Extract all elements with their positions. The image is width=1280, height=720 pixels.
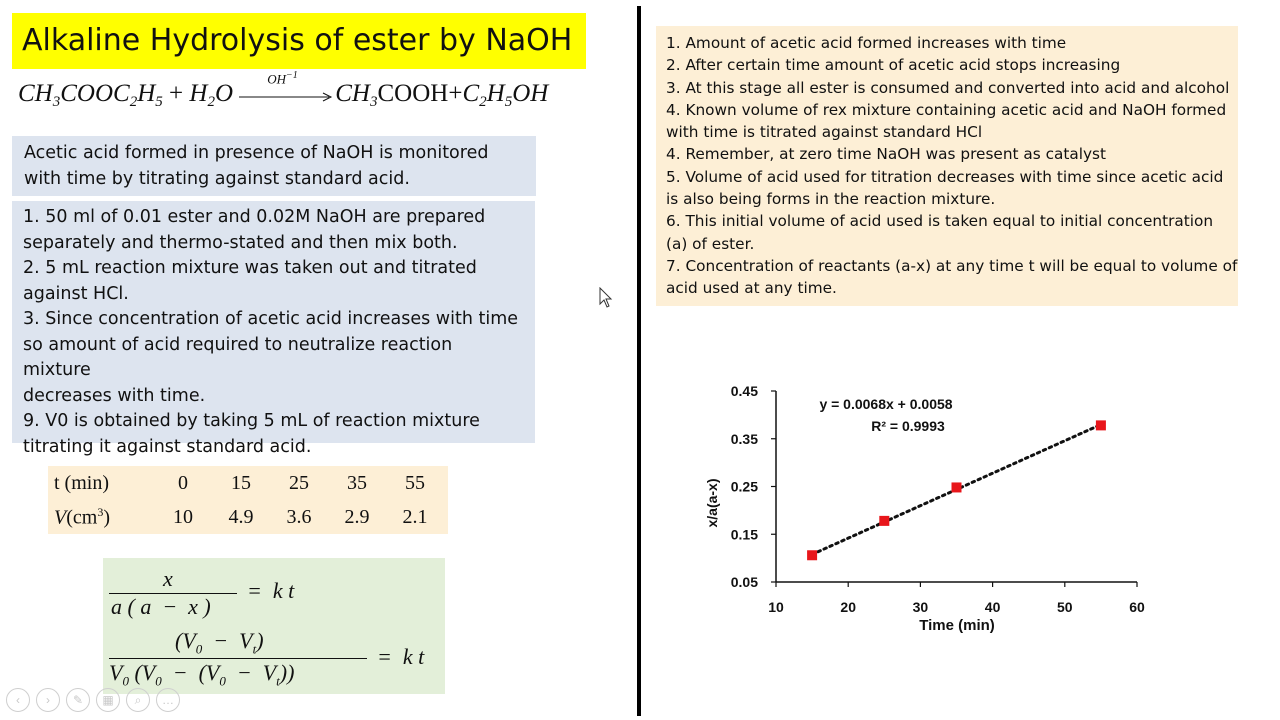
next-slide-icon[interactable]: › [36,688,60,712]
r-squared-label: R² = 0.9993 [871,418,945,434]
rate-formula-box [103,558,445,694]
method-summary-box: Acetic acid formed in presence of NaOH is monitored with time by titrating against standard acid. [12,136,536,196]
y-tick-label: 0.05 [730,574,758,590]
note-line: 3. At this stage all ester is consumed and converted into acid and alcohol [666,78,1230,97]
table-cell: 0 [178,471,188,494]
procedure-line: 1. 50 ml of 0.01 ester and 0.02M NaOH are prepared [23,207,486,227]
mouse-cursor-icon [598,287,614,309]
table-cell: 3.6 [286,505,312,528]
formula1-rhs: = k t [247,578,295,603]
note-line: 1. Amount of acetic acid formed increases with time [666,34,1067,52]
x-axis-label: Time (min) [919,617,995,634]
table-cell: 15 [231,471,251,494]
data-point [1096,420,1106,430]
scatter-chart [690,370,1170,650]
table-cell: 2.9 [344,505,370,528]
x-tick-label: 40 [984,599,1001,615]
formula2-rhs: = k t [377,644,425,669]
y-tick-label: 0.25 [730,478,758,495]
procedure-line: against HCl. [23,283,129,304]
procedure-line: decreases with time. [23,385,206,406]
x-tick-label: 50 [1057,599,1073,615]
note-line: 7. Concentration of reactants (a-x) at any time t will be equal to volume of [666,256,1238,275]
data-point [879,516,889,526]
note-line: 4. Remember, at zero time NaOH was present as catalyst [666,145,1107,164]
procedure-line: 2. 5 mL reaction mixture was taken out and titrated [23,258,477,278]
data-point [952,482,962,492]
table-cell: 4.9 [228,505,254,528]
table-cell: 2.1 [402,505,428,528]
slide-title: Alkaline Hydrolysis of ester by NaOH [12,13,586,69]
note-line: with time is titrated against standard HCl [666,123,983,142]
x-tick-label: 60 [1129,599,1145,615]
formula2-denominator: $V_0$ $(V_0 - (V_0 - V_t))$ [109,660,295,689]
slideshow-controls [6,688,186,716]
table-header-time: t (min) [54,471,109,494]
note-line: 4. Known volume of rex mixture containing acetic acid and NaOH formed [666,100,1227,119]
table-row [48,500,444,534]
procedure-line: 3. Since concentration of acetic acid increases with time [23,309,519,329]
x-tick-label: 10 [768,599,784,615]
table-cell: 55 [405,471,425,494]
note-line: is also being forms in the reaction mixture. [666,190,996,209]
reaction-arrow [239,70,335,110]
catalyst-label: $OH^{-1}$ [267,70,298,87]
x-tick-label: 30 [912,599,929,615]
zoom-icon[interactable]: ⌕ [126,688,150,712]
trendline-equation-label: y = 0.0068x + 0.0058 [819,396,953,412]
procedure-line: titrating it against standard acid. [23,436,312,457]
y-tick-label: 0.35 [730,430,758,447]
formula2-numerator: $(V_0 - V_t)$ [175,628,264,657]
procedure-line: 9. V0 is obtained by taking 5 mL of reaction mixture [23,411,480,431]
note-line: 2. After certain time amount of acetic acid stops increasing [666,56,1121,75]
slides-grid-icon[interactable]: ▦ [96,688,120,712]
prev-slide-icon[interactable]: ‹ [6,688,30,712]
data-table [48,466,448,534]
table-cell: 25 [289,471,309,494]
table-row [48,466,444,500]
more-options-icon[interactable]: … [156,688,180,712]
arrow-icon [239,92,335,102]
data-point [807,550,817,560]
notes-box [656,26,1238,306]
formula1-numerator: x [163,566,173,591]
formula2-fraction-line [109,658,367,659]
note-line: (a) of ester. [666,234,755,253]
table-cell: 10 [173,505,193,528]
table-header-volume: $V(cm^3)$ [54,504,110,529]
procedure-line: separately and thermo-stated and then mix both. [23,232,458,253]
y-tick-label: 0.15 [730,526,758,543]
x-tick-label: 20 [840,599,856,615]
note-line: acid used at any time. [666,279,837,298]
note-line: 5. Volume of acid used for titration decreases with time since acetic acid [666,167,1224,186]
formula1-denominator: a ( a − x ) [111,594,211,619]
procedure-steps-box [12,201,535,457]
pen-icon[interactable]: ✎ [66,688,90,712]
note-line: 6. This initial volume of acid used is taken equal to initial concentration [666,212,1214,231]
y-tick-label: 0.45 [730,383,758,399]
procedure-line: so amount of acid required to neutralize reaction mixture [23,334,453,380]
slide-divider [637,6,641,716]
reaction-equation: $CH_3COOC_2H_5 + H_2O$ $OH^{-1}$ $CH_3COOH+C_2H_5OH$ [18,70,549,110]
y-axis-label: x/a(a-x) [704,478,720,528]
table-cell: 35 [347,471,367,494]
